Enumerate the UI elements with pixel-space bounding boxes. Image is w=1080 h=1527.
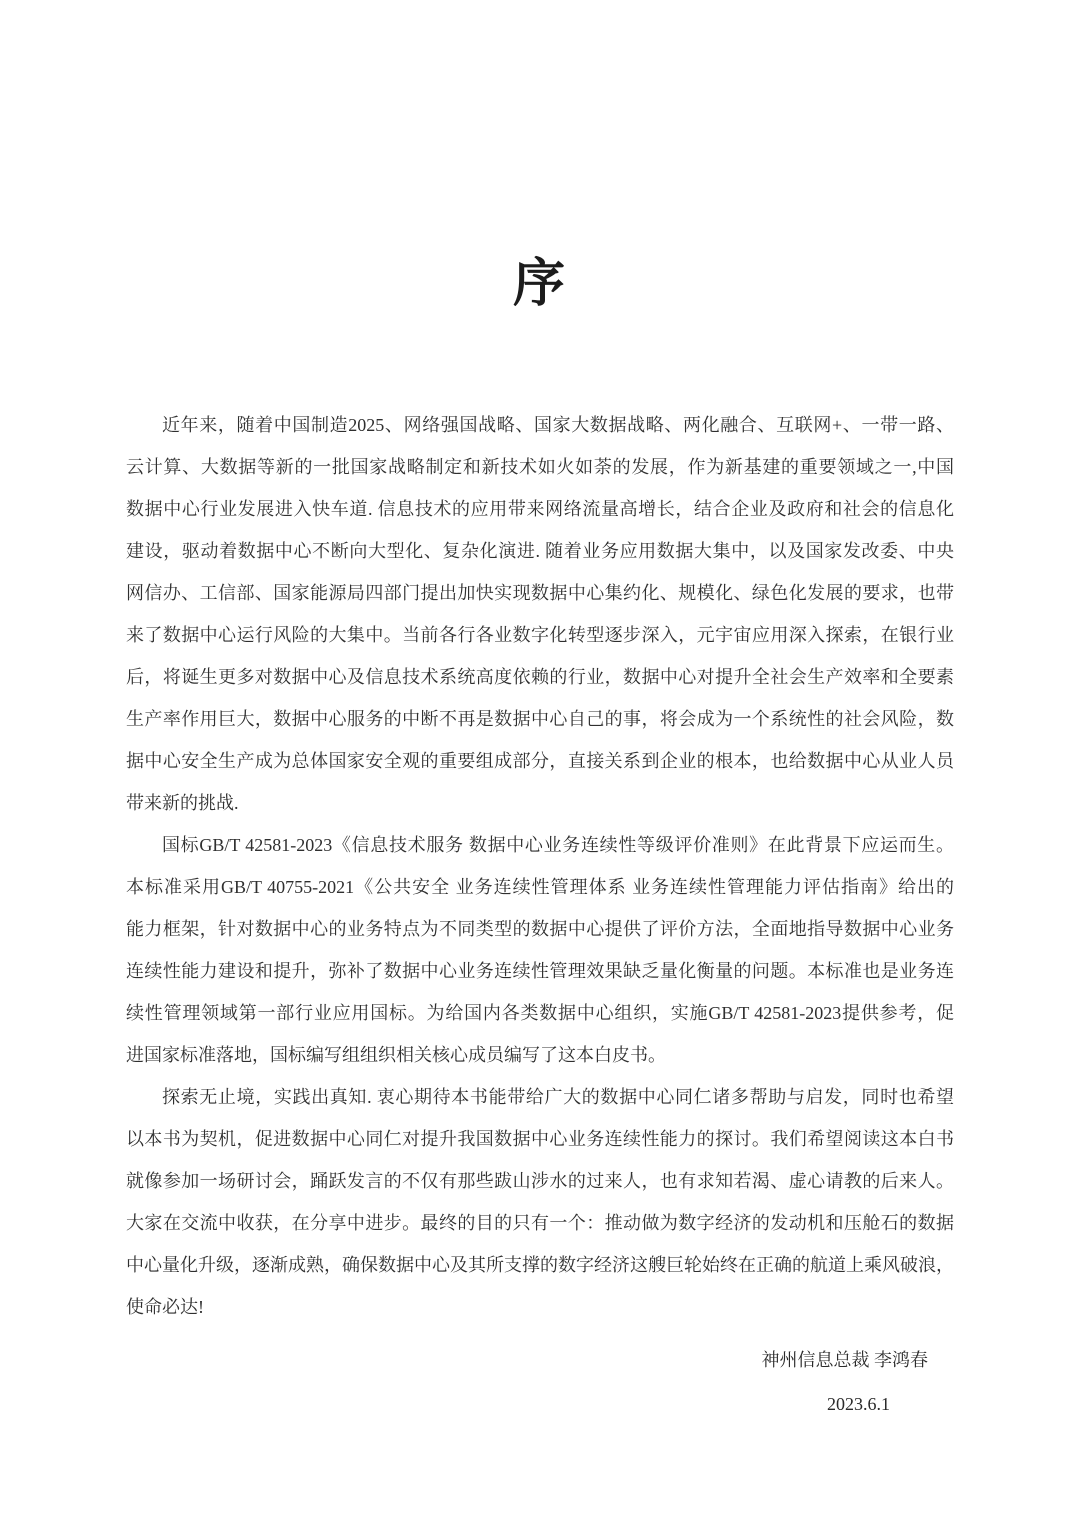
text-line: 数据中心行业发展进入快车道. 信息技术的应用带来网络流量高增长，结合企业及政府和社会的信息化 bbox=[126, 499, 954, 519]
text-line: 探索无止境，实践出真知. 衷心期待本书能带给广大的数据中心同仁诸多帮助与启发，同时也希望 bbox=[162, 1087, 954, 1107]
text-line: 能力框架，针对数据中心的业务特点为不同类型的数据中心提供了评价方法，全面地指导数据中心业务 bbox=[126, 919, 954, 939]
text-line: 带来新的挑战. bbox=[126, 793, 239, 813]
text-line: 据中心安全生产成为总体国家安全观的重要组成部分，直接关系到企业的根本，也给数据中心从业人员 bbox=[126, 751, 954, 771]
preface-body bbox=[126, 404, 954, 1328]
text-line: 就像参加一场研讨会，踊跃发言的不仅有那些跋山涉水的过来人，也有求知若渴、虚心请教的后来人。 bbox=[126, 1171, 954, 1191]
text-line: 进国家标准落地，国标编写组组织相关核心成员编写了这本白皮书。 bbox=[126, 1045, 666, 1065]
page-title: 序 bbox=[512, 256, 567, 313]
text-line: 以本书为契机，促进数据中心同仁对提升我国数据中心业务连续性能力的探讨。我们希望阅读这本白书 bbox=[126, 1129, 954, 1149]
text-line: 续性管理领域第一部行业应用国标。为给国内各类数据中心组织，实施GB/T 42581-2023提供参考，促 bbox=[126, 1003, 954, 1023]
text-line: 使命必达! bbox=[126, 1297, 204, 1317]
text-line: 近年来，随着中国制造2025、网络强国战略、国家大数据战略、两化融合、互联网+、一带一路、 bbox=[162, 415, 954, 435]
paragraph bbox=[126, 824, 954, 1076]
signature-date: 2023.6.1 bbox=[827, 1394, 890, 1414]
text-line: 生产率作用巨大，数据中心服务的中断不再是数据中心自己的事，将会成为一个系统性的社会风险，数 bbox=[126, 709, 954, 729]
text-line: 国标GB/T 42581-2023《信息技术服务 数据中心业务连续性等级评价准则》在此背景下应运而生。 bbox=[162, 835, 954, 855]
text-line: 云计算、大数据等新的一批国家战略制定和新技术如火如荼的发展，作为新基建的重要领域之一,中国 bbox=[126, 457, 954, 477]
text-line: 连续性能力建设和提升，弥补了数据中心业务连续性管理效果缺乏量化衡量的问题。本标准也是业务连 bbox=[126, 961, 954, 981]
text-line: 中心量化升级，逐渐成熟，确保数据中心及其所支撑的数字经济这艘巨轮始终在正确的航道上乘风破浪， bbox=[126, 1255, 954, 1275]
signature-name: 神州信息总裁 李鸿春 bbox=[761, 1350, 928, 1370]
paragraph bbox=[126, 1076, 954, 1328]
text-line: 本标准采用GB/T 40755-2021《公共安全 业务连续性管理体系 业务连续性管理能力评估指南》给出的 bbox=[126, 877, 954, 897]
paragraph bbox=[126, 404, 954, 824]
text-line: 大家在交流中收获，在分享中进步。最终的目的只有一个：推动做为数字经济的发动机和压舱石的数据 bbox=[126, 1213, 954, 1233]
text-line: 建设，驱动着数据中心不断向大型化、复杂化演进. 随着业务应用数据大集中，以及国家发改委、中央 bbox=[126, 541, 954, 561]
text-line: 来了数据中心运行风险的大集中。当前各行各业数字化转型逐步深入，元宇宙应用深入探索，在银行业 bbox=[126, 625, 954, 645]
signature-block bbox=[126, 1338, 954, 1426]
text-line: 网信办、工信部、国家能源局四部门提出加快实现数据中心集约化、规模化、绿色化发展的要求，也带 bbox=[126, 583, 954, 603]
text-line: 后，将诞生更多对数据中心及信息技术系统高度依赖的行业，数据中心对提升全社会生产效率和全要素 bbox=[126, 667, 954, 687]
